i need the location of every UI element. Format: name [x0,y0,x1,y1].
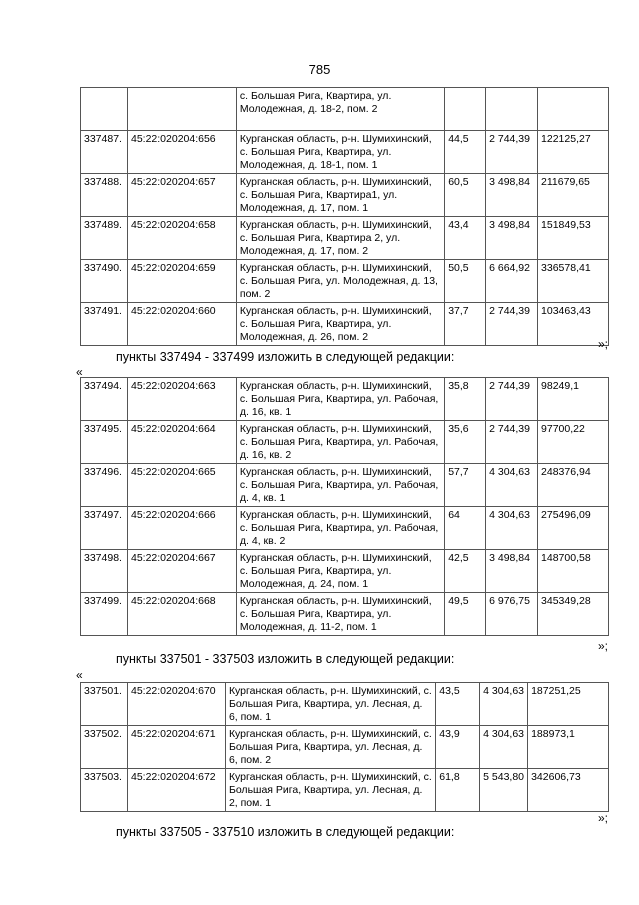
cost-cell: 148700,58 [538,550,609,593]
table-row [81,507,609,550]
area-cell: 61,8 [436,769,480,812]
unit-price-cell: 6 976,75 [486,593,538,636]
unit-price-cell: 2 744,39 [486,131,538,174]
item-number-cell: 337499. [81,593,128,636]
cadastral-number-cell: 45:22:020204:666 [127,507,236,550]
table-row [81,464,609,507]
table-row [81,378,609,421]
address-cell: Курганская область, р-н. Шумихинский, с. Большая Рига, Квартира, ул. Лесная, д. 6, пом. 2 [225,726,435,769]
unit-price-cell: 4 304,63 [486,464,538,507]
item-number-cell: 337494. [81,378,128,421]
unit-price-cell: 3 498,84 [486,217,538,260]
area-cell: 44,5 [445,131,486,174]
address-cell: Курганская область, р-н. Шумихинский, с. Большая Рига, Квартира, ул. Рабочая, д. 4, кв. 1 [236,464,444,507]
item-number-cell: 337490. [81,260,128,303]
area-cell: 43,9 [436,726,480,769]
area-cell: 43,4 [445,217,486,260]
cadastral-number-cell: 45:22:020204:672 [127,769,225,812]
item-number-cell: 337495. [81,421,128,464]
item-number-cell: 337497. [81,507,128,550]
cadastral-number-cell: 45:22:020204:659 [127,260,236,303]
cadastral-number-cell: 45:22:020204:658 [127,217,236,260]
area-cell: 57,7 [445,464,486,507]
address-cell: Курганская область, р-н. Шумихинский, с. Большая Рига, Квартира, ул. Лесная, д. 2, пом. 1 [225,769,435,812]
cadastral-number-cell: 45:22:020204:660 [127,303,236,346]
amendment-paragraph: пункты 337501 - 337503 изложить в следующей редакции: [116,652,455,666]
cost-cell: 211679,65 [538,174,609,217]
table-row [81,683,609,726]
register-table-2 [80,377,609,636]
address-cell: Курганская область, р-н. Шумихинский, с. Большая Рига, ул. Молодежная, д. 13, пом. 2 [236,260,444,303]
cost-cell: 98249,1 [538,378,609,421]
table-row [81,174,609,217]
cadastral-number-cell: 45:22:020204:663 [127,378,236,421]
unit-price-cell: 6 664,92 [486,260,538,303]
item-number-cell: 337498. [81,550,128,593]
cost-cell: 345349,28 [538,593,609,636]
unit-price-cell: 2 744,39 [486,303,538,346]
amendment-paragraph: пункты 337494 - 337499 изложить в следующей редакции: [116,350,455,364]
address-cell: Курганская область, р-н. Шумихинский, с. Большая Рига, Квартира1, ул. Молодежная, д. 17, пом. 1 [236,174,444,217]
unit-price-cell: 3 498,84 [486,550,538,593]
area-cell: 35,6 [445,421,486,464]
unit-price-cell: 4 304,63 [480,683,528,726]
area-cell: 60,5 [445,174,486,217]
unit-price-cell: 3 498,84 [486,174,538,217]
area-cell: 50,5 [445,260,486,303]
item-number-cell: 337502. [81,726,128,769]
table-row [81,769,609,812]
cadastral-number-cell: 45:22:020204:657 [127,174,236,217]
address-cell: с. Большая Рига, Квартира, ул. Молодежная, д. 18-2, пом. 2 [236,88,444,131]
area-cell: 37,7 [445,303,486,346]
table-row [81,260,609,303]
area-cell: 35,8 [445,378,486,421]
register-table-3 [80,682,609,812]
opening-quote: « [76,365,83,379]
address-cell: Курганская область, р-н. Шумихинский, с. Большая Рига, Квартира, ул. Молодежная, д. 24, пом. 1 [236,550,444,593]
address-cell: Курганская область, р-н. Шумихинский, с. Большая Рига, Квартира, ул. Рабочая, д. 4, кв. 2 [236,507,444,550]
cost-cell: 336578,41 [538,260,609,303]
cost-cell: 187251,25 [528,683,609,726]
cadastral-number-cell: 45:22:020204:665 [127,464,236,507]
area-cell [445,88,486,131]
page-number: 785 [308,62,331,77]
cost-cell: 122125,27 [538,131,609,174]
unit-price-cell: 2 744,39 [486,378,538,421]
cadastral-number-cell: 45:22:020204:656 [127,131,236,174]
area-cell: 43,5 [436,683,480,726]
address-cell: Курганская область, р-н. Шумихинский, с. Большая Рига, Квартира 2, ул. Молодежная, д. 17, пом. 2 [236,217,444,260]
address-cell: Курганская область, р-н. Шумихинский, с. Большая Рига, Квартира, ул. Молодежная, д. 26, пом. 2 [236,303,444,346]
cost-cell: 97700,22 [538,421,609,464]
cadastral-number-cell: 45:22:020204:671 [127,726,225,769]
address-cell: Курганская область, р-н. Шумихинский, с. Большая Рига, Квартира, ул. Рабочая, д. 16, кв. 1 [236,378,444,421]
table-row [81,303,609,346]
area-cell: 64 [445,507,486,550]
unit-price-cell [486,88,538,131]
closing-quote: »; [598,811,609,825]
closing-quote: »; [598,337,609,351]
item-number-cell: 337491. [81,303,128,346]
cadastral-number-cell [127,88,236,131]
item-number-cell [81,88,128,131]
item-number-cell: 337496. [81,464,128,507]
unit-price-cell: 2 744,39 [486,421,538,464]
unit-price-cell: 5 543,80 [480,769,528,812]
area-cell: 49,5 [445,593,486,636]
address-cell: Курганская область, р-н. Шумихинский, с. Большая Рига, Квартира, ул. Молодежная, д. 11-2, пом. 1 [236,593,444,636]
closing-quote: »; [598,639,609,653]
table-row [81,421,609,464]
register-table-1 [80,87,609,346]
item-number-cell: 337501. [81,683,128,726]
table-row [81,131,609,174]
table-row [81,88,609,131]
unit-price-cell: 4 304,63 [480,726,528,769]
cost-cell: 342606,73 [528,769,609,812]
cost-cell: 151849,53 [538,217,609,260]
address-cell: Курганская область, р-н. Шумихинский, с. Большая Рига, Квартира, ул. Лесная, д. 6, пом. 1 [225,683,435,726]
amendment-paragraph: пункты 337505 - 337510 изложить в следующей редакции: [116,825,455,839]
table-row [81,217,609,260]
item-number-cell: 337503. [81,769,128,812]
table-row [81,593,609,636]
opening-quote: « [76,668,83,682]
cadastral-number-cell: 45:22:020204:667 [127,550,236,593]
cadastral-number-cell: 45:22:020204:664 [127,421,236,464]
table-row [81,550,609,593]
unit-price-cell: 4 304,63 [486,507,538,550]
item-number-cell: 337489. [81,217,128,260]
address-cell: Курганская область, р-н. Шумихинский, с. Большая Рига, Квартира, ул. Молодежная, д. 18-1, пом. 1 [236,131,444,174]
cost-cell: 275496,09 [538,507,609,550]
cost-cell: 248376,94 [538,464,609,507]
cost-cell: 103463,43 [538,303,609,346]
cost-cell: 188973,1 [528,726,609,769]
cost-cell [538,88,609,131]
item-number-cell: 337488. [81,174,128,217]
address-cell: Курганская область, р-н. Шумихинский, с. Большая Рига, Квартира, ул. Рабочая, д. 16, кв. 2 [236,421,444,464]
cadastral-number-cell: 45:22:020204:670 [127,683,225,726]
area-cell: 42,5 [445,550,486,593]
cadastral-number-cell: 45:22:020204:668 [127,593,236,636]
table-row [81,726,609,769]
item-number-cell: 337487. [81,131,128,174]
